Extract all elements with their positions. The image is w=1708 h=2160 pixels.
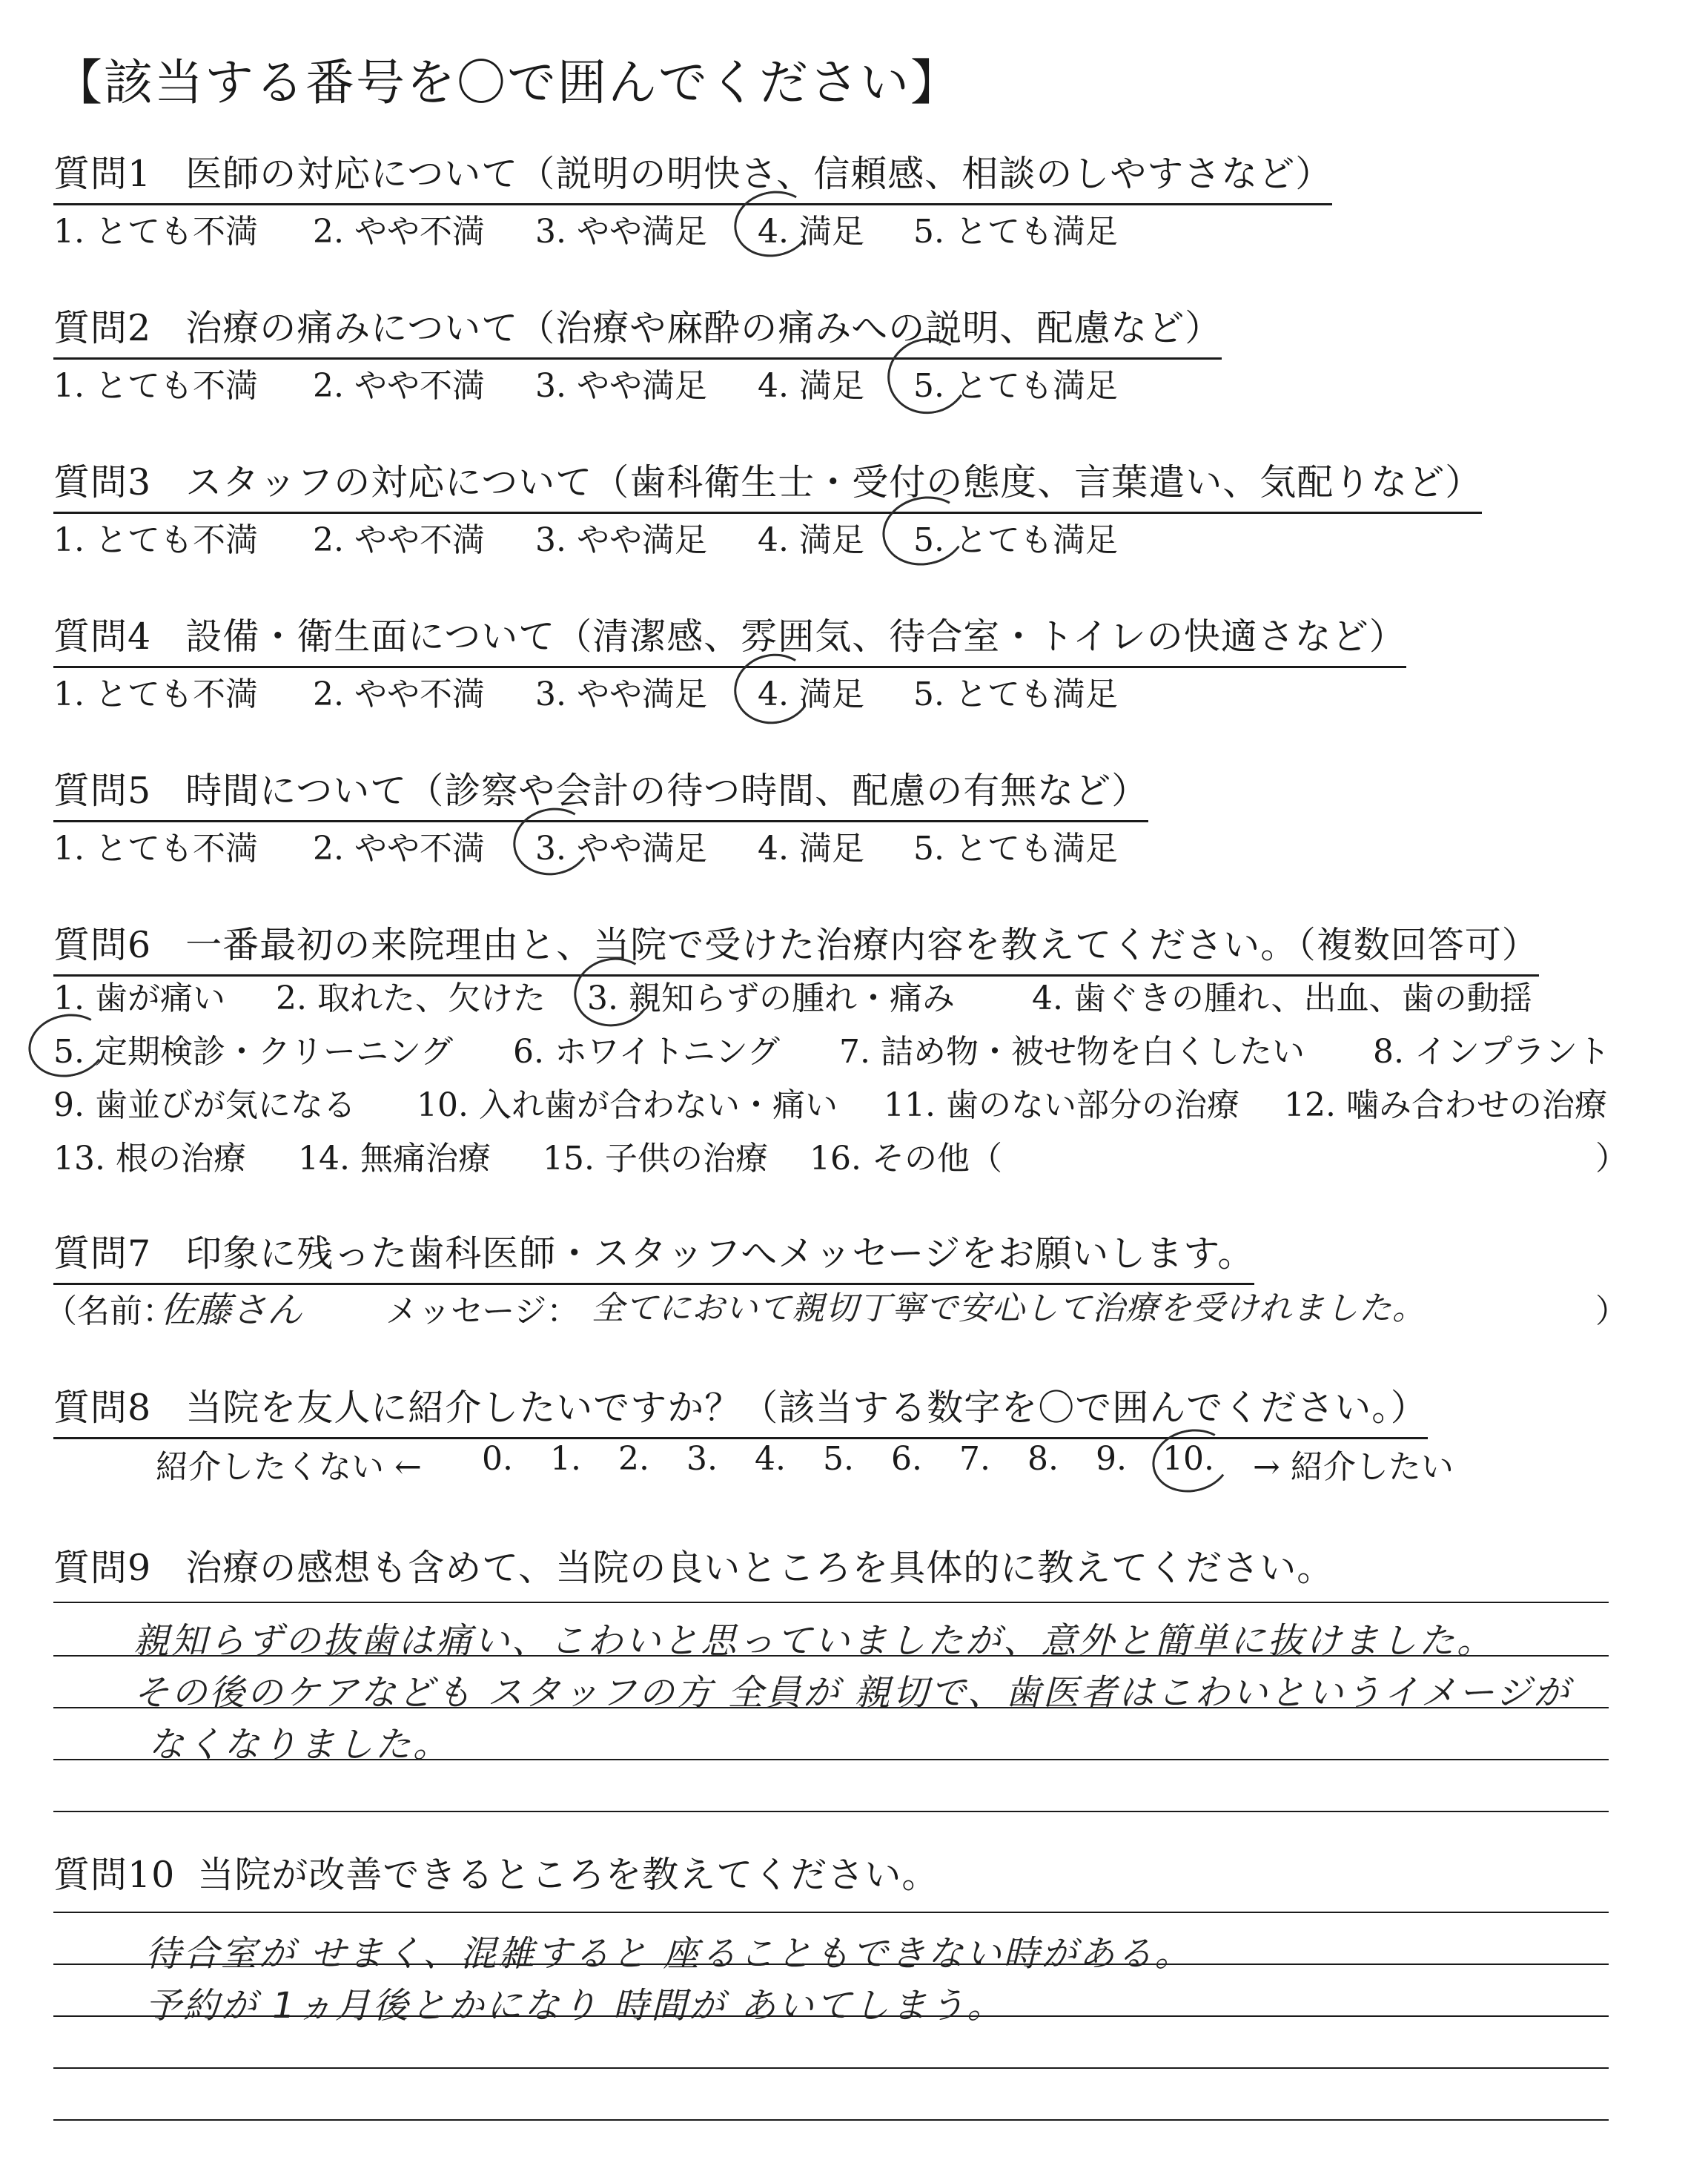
question-number: 質問7 [53, 1232, 152, 1275]
question-number: 質問2 [53, 307, 152, 349]
option-5[interactable]: 5. とても満足 [913, 213, 1118, 251]
scale-left-label: 紹介したくない ← [156, 1448, 422, 1486]
option-2[interactable]: 2. やや不満 [313, 676, 485, 713]
option-1[interactable]: 1. とても不満 [53, 830, 258, 868]
scale-3[interactable]: 3. [686, 1440, 718, 1478]
option-2[interactable]: 2. やや不満 [313, 213, 485, 251]
q9-answer-line-2[interactable]: その後のケアなども スタッフの方 全員が 親切で、歯医者はこわいというイメージが [133, 1672, 1572, 1714]
q6-option-12[interactable]: 12. 噛み合わせの治療 [1284, 1086, 1607, 1124]
option-2[interactable]: 2. やや不満 [313, 830, 485, 868]
q6-option-3[interactable]: 3. 親知らずの腫れ・痛み [587, 980, 955, 1017]
option-5[interactable]: 5. とても満足 [913, 676, 1118, 713]
scale-right-label: → 紹介したい [1253, 1448, 1454, 1486]
q6-option-10[interactable]: 10. 入れ歯が合わない・痛い [417, 1086, 838, 1124]
q8-scale [156, 1440, 1490, 1484]
q6-option-4[interactable]: 4. 歯ぐきの腫れ、出血、歯の動揺 [1032, 980, 1532, 1017]
q9-answer-line-3[interactable]: なくなりました。 [148, 1724, 451, 1766]
option-1[interactable]: 1. とても不満 [53, 367, 258, 405]
option-3[interactable]: 3. やや満足 [535, 213, 707, 251]
option-3[interactable]: 3. やや満足 [535, 676, 707, 713]
question-number: 質問9 [53, 1547, 152, 1589]
scale-1[interactable]: 1. [550, 1440, 581, 1478]
option-4[interactable]: 4. 満足 [758, 521, 864, 559]
answer-line [53, 1602, 1609, 1603]
answer-line [53, 2119, 1609, 2121]
question-text: スタッフの対応について（歯科衛生士・受付の態度、言葉遣い、気配りなど） [185, 461, 1483, 503]
question-text: 治療の感想も含めて、当院の良いところを具体的に教えてください。 [185, 1547, 1334, 1589]
question-number: 質問10 [53, 1854, 176, 1896]
scale-6[interactable]: 6. [891, 1440, 922, 1478]
q10-answer-line-1[interactable]: 待合室が せまく、混雑すると 座ることもできない時がある。 [145, 1933, 1193, 1975]
q6-option-1[interactable]: 1. 歯が痛い [53, 980, 225, 1017]
option-2[interactable]: 2. やや不満 [313, 521, 485, 559]
scale-5[interactable]: 5. [823, 1440, 854, 1478]
question-text: 一番最初の来院理由と、当院で受けた治療内容を教えてください。（複数回答可） [185, 924, 1539, 966]
question-3-title [53, 454, 1482, 514]
option-4[interactable]: 4. 満足 [758, 830, 864, 868]
answer-line [53, 2067, 1609, 2069]
question-number: 質問4 [53, 615, 152, 658]
option-5[interactable]: 5. とても満足 [913, 830, 1118, 868]
option-3[interactable]: 3. やや満足 [535, 521, 707, 559]
question-8-title [53, 1379, 1428, 1439]
question-text: 医師の対応について（説明の明快さ、信頼感、相談のしやすさなど） [185, 153, 1333, 195]
question-number: 質問6 [53, 924, 152, 966]
question-2-title [53, 300, 1222, 360]
scale-0[interactable]: 0. [482, 1440, 513, 1478]
option-4[interactable]: 4. 満足 [758, 367, 864, 405]
scale-2[interactable]: 2. [618, 1440, 649, 1478]
option-2[interactable]: 2. やや不満 [313, 367, 485, 405]
question-text: 治療の痛みについて（治療や麻酔の痛みへの説明、配慮など） [185, 307, 1222, 349]
q6-option-16[interactable]: 16. その他（ [810, 1140, 1002, 1178]
q7-message-line [44, 1284, 1628, 1336]
option-5[interactable]: 5. とても満足 [913, 521, 1118, 559]
answer-line [53, 1811, 1609, 1812]
question-number: 質問8 [53, 1387, 152, 1429]
message-value[interactable]: 全てにおいて親切丁寧で安心して治療を受けれました。 [592, 1289, 1426, 1327]
question-10-title [53, 1846, 939, 1898]
q10-answer-line-2[interactable]: 予約が 1ヵ月後とかになり 時間が あいてしまう。 [145, 1985, 1005, 2027]
question-number: 質問3 [53, 461, 152, 503]
scale-7[interactable]: 7. [959, 1440, 990, 1478]
option-3[interactable]: 3. やや満足 [535, 830, 707, 868]
q6-option-15[interactable]: 15. 子供の治療 [543, 1140, 768, 1178]
scale-4[interactable]: 4. [755, 1440, 786, 1478]
question-6-title [53, 916, 1539, 977]
q9-answer-line-1[interactable]: 親知らずの抜歯は痛い、こわいと思っていましたが、意外と簡単に抜けました。 [133, 1620, 1495, 1662]
question-text: 印象に残った歯科医師・スタッフへメッセージをお願いします。 [185, 1232, 1255, 1275]
option-1[interactable]: 1. とても不満 [53, 213, 258, 251]
q6-option-6[interactable]: 6. ホワイトニング [513, 1033, 781, 1071]
q6-option-2[interactable]: 2. 取れた、欠けた [276, 980, 546, 1017]
q6-option-9[interactable]: 9. 歯並びが気になる [53, 1086, 356, 1124]
option-5[interactable]: 5. とても満足 [913, 367, 1118, 405]
option-1[interactable]: 1. とても不満 [53, 676, 258, 713]
q6-option-7[interactable]: 7. 詰め物・被せ物を白くしたい [839, 1033, 1305, 1071]
option-4[interactable]: 4. 満足 [758, 213, 864, 251]
name-label: （名前： [44, 1292, 175, 1330]
question-5-title [53, 762, 1148, 822]
question-text: 時間について（診察や会計の待つ時間、配慮の有無など） [185, 770, 1149, 812]
question-7-title [53, 1225, 1254, 1285]
paren-close: ） [1595, 1292, 1628, 1330]
question-1-title [53, 145, 1332, 205]
option-3[interactable]: 3. やや満足 [535, 367, 707, 405]
q6-paren-close: ） [1595, 1140, 1628, 1178]
option-4[interactable]: 4. 満足 [758, 676, 864, 713]
scale-9[interactable]: 9. [1096, 1440, 1127, 1478]
question-number: 質問1 [53, 153, 152, 195]
name-value[interactable]: 佐藤さん [160, 1289, 303, 1331]
question-number: 質問5 [53, 770, 152, 812]
question-text: 設備・衛生面について（清潔感、雰囲気、待合室・トイレの快適さなど） [185, 615, 1406, 658]
question-text: 当院を友人に紹介したいですか？（該当する数字を〇で囲んでください。） [185, 1387, 1428, 1429]
q6-option-13[interactable]: 13. 根の治療 [53, 1140, 246, 1178]
scale-8[interactable]: 8. [1027, 1440, 1059, 1478]
scale-10[interactable]: 10. [1162, 1440, 1214, 1478]
page-title: 【該当する番号を〇で囲んでください】 [53, 54, 961, 111]
q6-option-5[interactable]: 5. 定期検診・クリーニング [53, 1033, 454, 1071]
answer-line [53, 1912, 1609, 1913]
q6-option-11[interactable]: 11. 歯のない部分の治療 [884, 1086, 1239, 1124]
q6-option-14[interactable]: 14. 無痛治療 [298, 1140, 491, 1178]
question-text: 当院が改善できるところを教えてください。 [197, 1854, 939, 1896]
question-9-title [53, 1539, 1334, 1591]
question-4-title [53, 608, 1406, 668]
option-1[interactable]: 1. とても不満 [53, 521, 258, 559]
message-label: メッセージ： [385, 1292, 580, 1330]
q6-option-8[interactable]: 8. インプラント [1373, 1033, 1610, 1071]
